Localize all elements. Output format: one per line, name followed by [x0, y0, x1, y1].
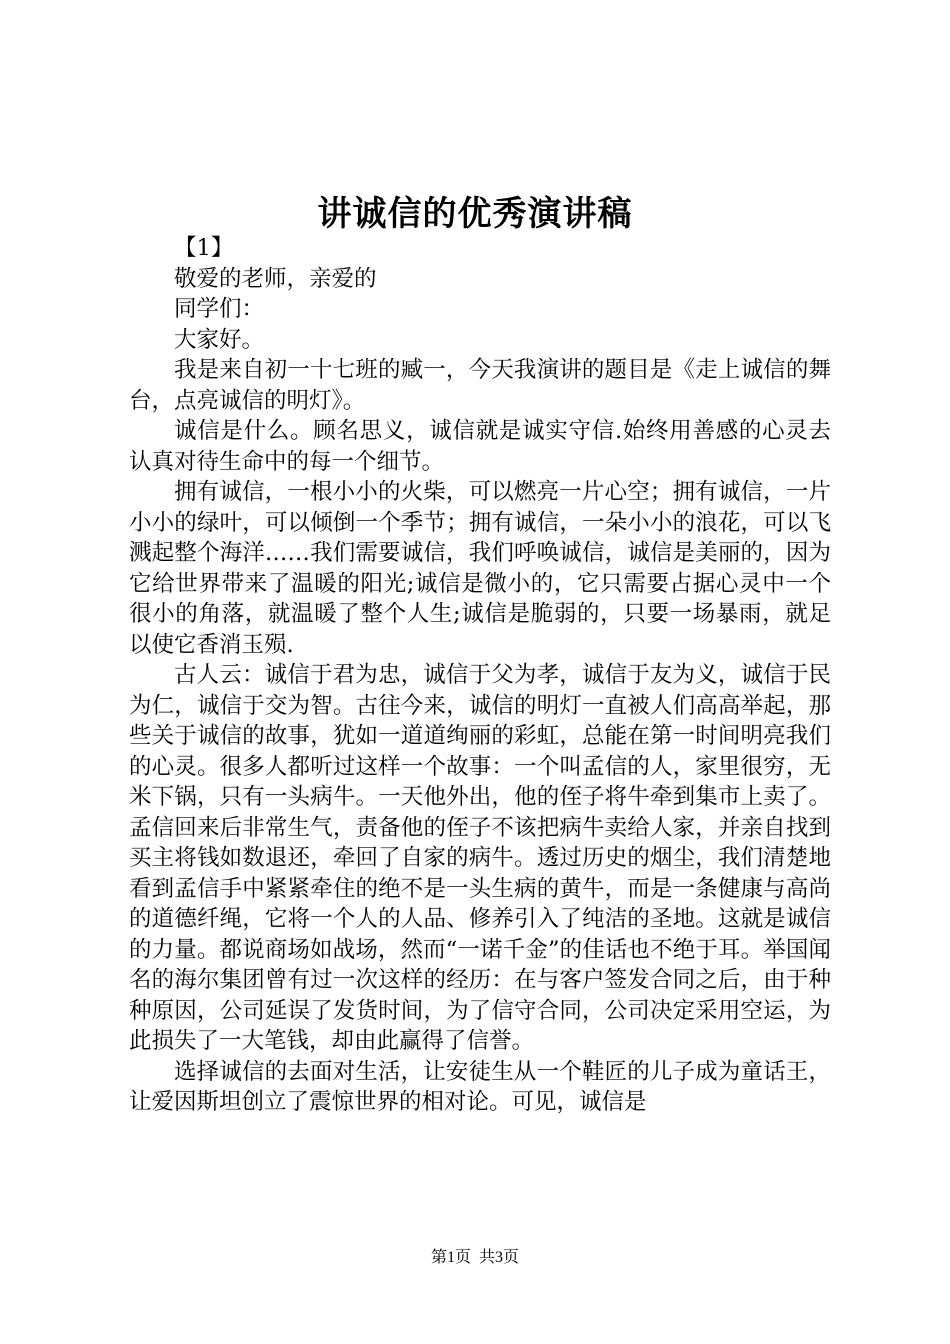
page-total: 共3页: [479, 1249, 520, 1266]
page-number: 第1页: [430, 1249, 471, 1266]
greeting: 大家好。: [174, 326, 265, 353]
paragraph-definition: 诚信是什么。顾名思义，诚信就是诚实守信.始终用善感的心灵去认真对待生命中的每一个细节。: [129, 418, 831, 475]
paragraph-metaphors: 拥有诚信，一根小小的火柴，可以燃亮一片心空；拥有诚信，一片小小的绿叶，可以倾倒一个季节；拥有诚信，一朵小小的浪花，可以飞溅起整个海洋……我们需要诚信，我们呼唤诚信，诚信是美丽的，因为它给世界带来了温暖的阳光;诚信是微小的，它只需要占据心灵中一个很小的角落，就温暖了整个人生;诚信是脆弱的，只要一场暴雨，就足以使它香消玉殒.: [129, 479, 831, 658]
document-title: 讲诚信的优秀演讲稿: [317, 194, 633, 234]
page-footer: [0, 1244, 950, 1267]
document-body: [129, 233, 831, 1118]
paragraph-intro: 我是来自初一十七班的臧一，今天我演讲的题目是《走上诚信的舞台，点亮诚信的明灯》。: [129, 357, 831, 414]
footer-spacer: [471, 1249, 479, 1266]
section-marker: 【1】: [174, 235, 234, 261]
salutation-line-1: 敬爱的老师，亲爱的: [174, 265, 377, 292]
salutation-line-2: 同学们：: [174, 296, 265, 322]
paragraph-conclusion: 选择诚信的去面对生活，让安徒生从一个鞋匠的儿子成为童话王，让爱因斯坦创立了震惊世界的相对论。可见，诚信是: [129, 1058, 831, 1115]
paragraph-stories: 古人云：诚信于君为忠，诚信于父为孝，诚信于友为义，诚信于民为仁，诚信于交为智。古往今来，诚信的明灯一直被人们高高举起，那些关于诚信的故事，犹如一道道绚丽的彩虹，总能在第一时间明亮我们的心灵。很多人都听过这样一个故事：一个叫孟信的人，家里很穷，无米下锅，只有一头病牛。一天他外出，他的侄子将牛牵到集市上卖了。孟信回来后非常生气，责备他的侄子不该把病牛卖给人家，并亲自找到买主将钱如数退还，牵回了自家的病牛。透过历史的烟尘，我们清楚地看到孟信手中紧紧牵住的绝不是一头生病的黄牛，而是一条健康与高尚的道德纤绳，它将一个人的人品、修养引入了纯洁的圣地。这就是诚信的力量。都说商场如战场，然而“一诺千金”的佳话也不绝于耳。举国闻名的海尔集团曾有过一次这样的经历：在与客户签发合同之后，由于种种原因，公司延误了发货时间，为了信守合同，公司决定采用空运，为此损失了一大笔钱，却由此赢得了信誉。: [129, 662, 831, 1054]
